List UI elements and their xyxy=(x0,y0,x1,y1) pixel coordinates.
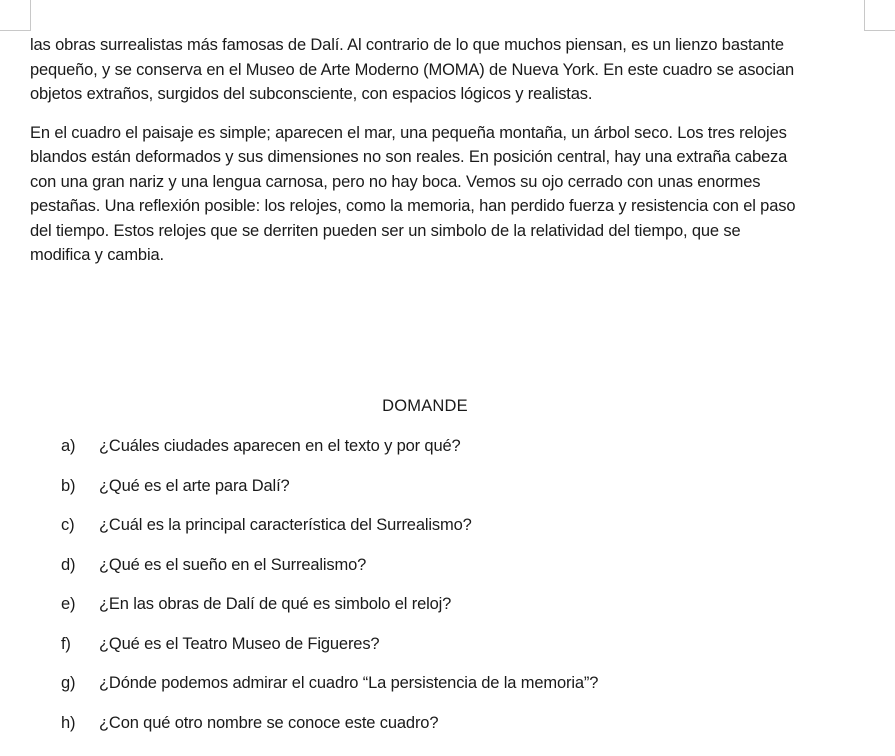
question-item-g xyxy=(61,674,598,714)
question-text: ¿Cuáles ciudades aparecen en el texto y por qué? xyxy=(99,437,461,455)
question-letter: b) xyxy=(61,476,76,495)
question-text: ¿Con qué otro nombre se conoce este cuadro? xyxy=(99,713,439,732)
question-letter: c) xyxy=(61,516,75,534)
document-body xyxy=(30,33,800,282)
question-item-d xyxy=(61,556,598,596)
question-text: ¿Qué es el sueño en el Surrealismo? xyxy=(99,555,367,574)
question-list xyxy=(61,437,598,753)
question-text: ¿Dónde podemos admirar el cuadro “La persistencia de la memoria”? xyxy=(99,674,599,692)
question-letter: d) xyxy=(61,555,76,574)
question-letter: h) xyxy=(61,713,76,732)
question-item-f xyxy=(61,635,598,675)
question-text: ¿Cuál es la principal característica del Surrealismo? xyxy=(99,516,472,534)
paragraph-1: las obras surrealistas más famosas de Dalí. Al contrario de lo que muchos piensan, es un lienzo bastante pequeño, y se conserva en el Museo de Arte Moderno (MOMA) de Nueva York. En este cuadro se asocian objetos extraños, surgidos del subconsciente, con espacios lógicos y realistas. xyxy=(30,36,794,103)
question-text: ¿Qué es el Teatro Museo de Figueres? xyxy=(99,634,380,653)
question-item-b xyxy=(61,477,598,517)
question-text: ¿Qué es el arte para Dalí? xyxy=(99,476,290,495)
question-letter: g) xyxy=(61,674,76,692)
question-letter: e) xyxy=(61,595,76,613)
page-corner-mark-left xyxy=(0,0,31,31)
question-item-e xyxy=(61,595,598,635)
question-text: ¿En las obras de Dalí de qué es simbolo el reloj? xyxy=(99,595,452,613)
question-item-h xyxy=(61,714,598,754)
questions-heading: DOMANDE xyxy=(382,397,468,415)
paragraph-2: En el cuadro el paisaje es simple; aparecen el mar, una pequeña montaña, un árbol seco. Los tres relojes blandos están deformados y sus dimensiones no son reales. En posición central, hay una extraña cabeza con una gran nariz y una lengua carnosa, pero no hay boca. Vemos su ojo cerrado con unas enormes pestañas. Una reflexión posible: los relojes, como la memoria, han perdido fuerza y resistencia con el paso del tiempo. Estos relojes que se derriten pueden ser un simbolo de la relatividad del tiempo, que se modifica y cambia. xyxy=(30,123,796,264)
page-corner-mark-right xyxy=(864,0,895,31)
question-item-a xyxy=(61,437,598,477)
question-letter: f) xyxy=(61,634,71,653)
question-item-c xyxy=(61,516,598,556)
question-letter: a) xyxy=(61,437,76,455)
